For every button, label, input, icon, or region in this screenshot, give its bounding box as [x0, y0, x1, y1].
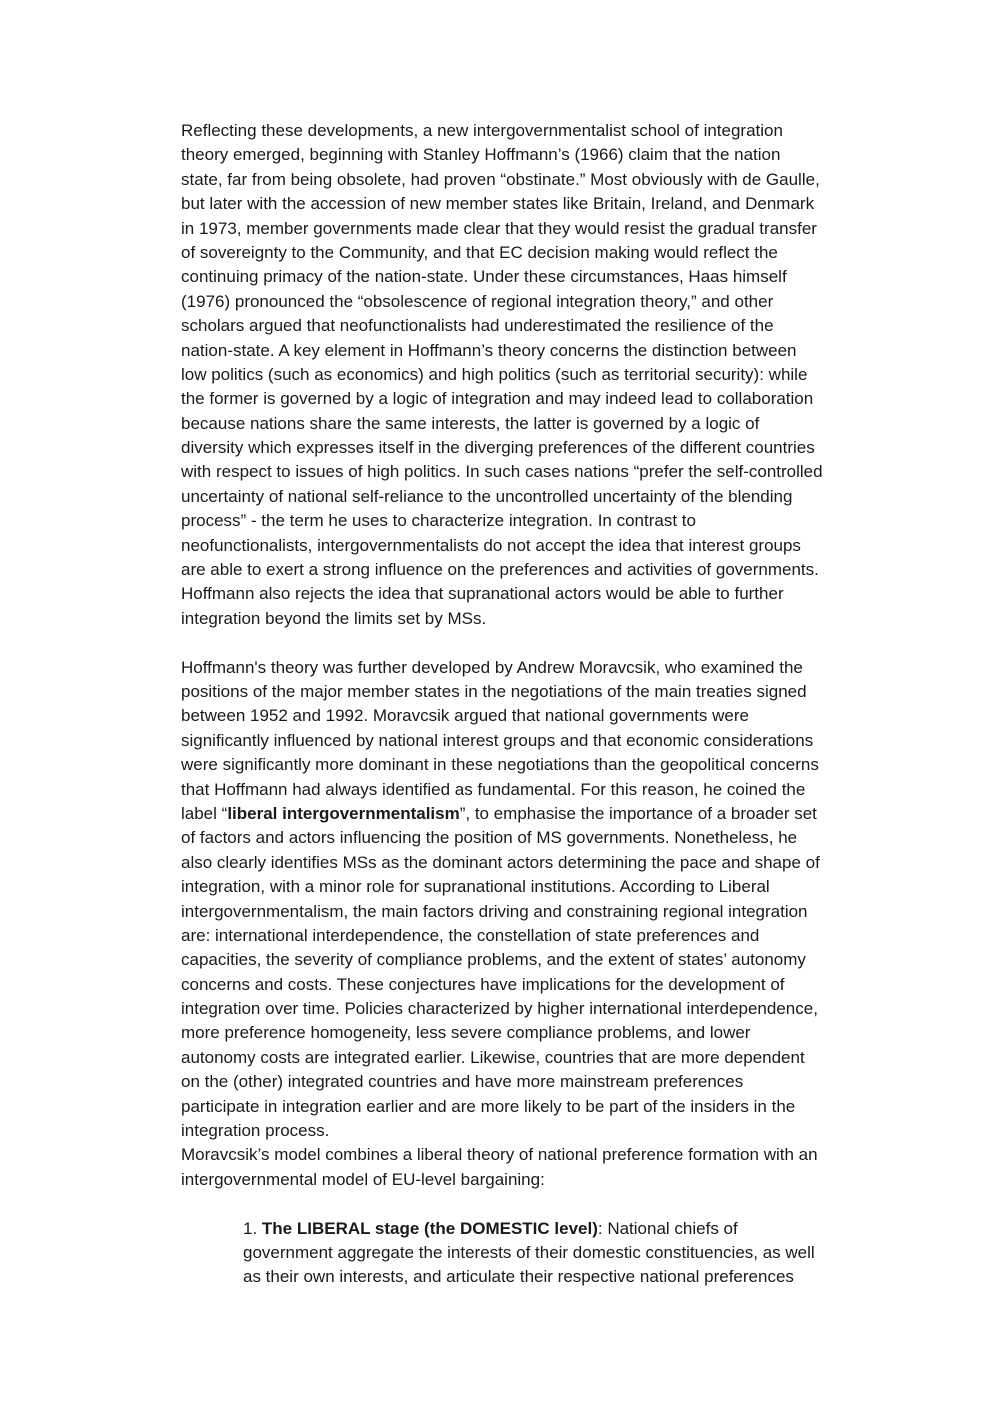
- text-line: more preference homogeneity, less severe compliance problems, and lower: [181, 1023, 751, 1043]
- text-line: Reflecting these developments, a new intergovernmentalist school of integration: [181, 121, 783, 140]
- text-line: with respect to issues of high politics. In such cases nations “prefer the self-controlled: [181, 462, 823, 482]
- text-line: low politics (such as economics) and high politics (such as territorial security): while: [181, 364, 808, 384]
- text-line: in 1973, member governments made clear that they would resist the gradual transfer: [181, 218, 817, 238]
- text-line: between 1952 and 1992. Moravcsik argued that national governments were: [181, 706, 749, 726]
- text-line: Moravcsik’s model combines a liberal theory of national preference formation with an: [181, 1145, 818, 1165]
- text-line: uncertainty of national self-reliance to the uncontrolled uncertainty of the blending: [181, 486, 793, 506]
- text-line: are: international interdependence, the constellation of state preferences and: [181, 925, 760, 945]
- paragraph-moravcsik: [181, 656, 886, 1193]
- text-line: as their own interests, and articulate their respective national preferences: [243, 1267, 794, 1287]
- text-line: intergovernmental model of EU-level bargaining:: [181, 1169, 545, 1189]
- text-line: that Hoffmann had always identified as fundamental. For this reason, he coined the: [181, 779, 806, 799]
- text-line: on the (other) integrated countries and have more mainstream preferences: [181, 1072, 744, 1092]
- text-fragment: label “: [181, 803, 228, 823]
- list-item-first-line: [243, 1217, 886, 1241]
- text-line: autonomy costs are integrated earlier. Likewise, countries that are more dependent: [181, 1047, 805, 1067]
- text-line: significantly influenced by national interest groups and that economic considerations: [181, 730, 814, 750]
- text-line: the former is governed by a logic of integration and may indeed lead to collaboration: [181, 389, 814, 409]
- text-line: nation-state. A key element in Hoffmann’s theory concerns the distinction between: [181, 340, 797, 360]
- text-line: intergovernmentalism, the main factors driving and constraining regional integration: [181, 901, 808, 921]
- text-line: integration over time. Policies characterized by higher international interdependence,: [181, 999, 818, 1019]
- text-line: theory emerged, beginning with Stanley Hoffmann’s (1966) claim that the nation: [181, 145, 781, 165]
- text-line: capacities, the severity of compliance problems, and the extent of states’ autonomy: [181, 950, 806, 970]
- paragraph-spacer: [181, 631, 886, 655]
- text-line-with-term: [181, 802, 886, 826]
- text-line: were significantly more dominant in these negotiations than the geopolitical concerns: [181, 755, 819, 775]
- text-fragment: ”, to emphasise the importance of a broader set: [459, 803, 817, 823]
- paragraph-intergovernmentalism: [181, 119, 886, 631]
- text-line: state, far from being obsolete, had proven “obstinate.” Most obviously with de Gaulle,: [181, 169, 820, 189]
- text-line: positions of the major member states in the negotiations of the main treaties signed: [181, 681, 807, 701]
- text-line: because nations share the same interests, the latter is governed by a logic of: [181, 413, 760, 433]
- text-fragment: : National chiefs of: [597, 1218, 738, 1238]
- text-line: (1976) pronounced the “obsolescence of regional integration theory,” and other: [181, 291, 774, 311]
- text-line: are able to exert a strong influence on the preferences and activities of governments.: [181, 560, 819, 580]
- text-line: neofunctionalists, intergovernmentalists do not accept the idea that interest groups: [181, 535, 801, 555]
- text-line: integration, with a minor role for supranational institutions. According to Liberal: [181, 877, 770, 897]
- text-line: Hoffmann's theory was further developed by Andrew Moravcsik, who examined the: [181, 657, 803, 677]
- numbered-list: [181, 1217, 886, 1290]
- text-line: concerns and costs. These conjectures have implications for the development of: [181, 974, 785, 994]
- list-item-heading: The LIBERAL stage (the DOMESTIC level): [261, 1218, 598, 1238]
- text-line: continuing primacy of the nation-state. Under these circumstances, Haas himself: [181, 267, 787, 287]
- text-line: also clearly identifies MSs as the dominant actors determining the pace and shape of: [181, 852, 820, 872]
- text-line: diversity which expresses itself in the diverging preferences of the different countries: [181, 438, 815, 458]
- text-line: scholars argued that neofunctionalists had underestimated the resilience of the: [181, 316, 774, 336]
- list-item: [243, 1217, 886, 1290]
- text-line: integration process.: [181, 1121, 330, 1141]
- text-line: participate in integration earlier and are more likely to be part of the insiders in the: [181, 1096, 796, 1116]
- text-line: Hoffmann also rejects the idea that supranational actors would be able to further: [181, 584, 784, 604]
- bold-term: liberal intergovernmentalism: [227, 803, 460, 823]
- text-line: of factors and actors influencing the position of MS governments. Nonetheless, he: [181, 828, 798, 848]
- text-line: integration beyond the limits set by MSs.: [181, 608, 487, 628]
- text-line: process” - the term he uses to characterize integration. In contrast to: [181, 511, 696, 531]
- text-line: government aggregate the interests of their domestic constituencies, as well: [243, 1242, 815, 1262]
- list-number: 1.: [243, 1218, 262, 1238]
- text-line: but later with the accession of new member states like Britain, Ireland, and Denmark: [181, 194, 815, 214]
- text-line: of sovereignty to the Community, and that EC decision making would reflect the: [181, 242, 778, 262]
- document-page: [181, 119, 886, 1290]
